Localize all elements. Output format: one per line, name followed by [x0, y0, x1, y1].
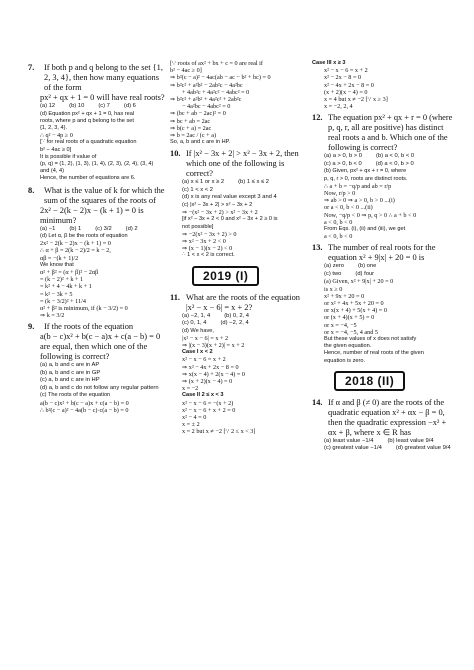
q8-sol-line: (d) Let α, β be the roots of equation: [40, 233, 128, 240]
q11-sol-line: Case II 2 ≤ x < 3: [182, 392, 224, 399]
q13-sol-line: or x(x + 4) + 5(x + 4) = 0: [324, 307, 387, 315]
q11-sol-cont-line: x² − 2x − 8 = 0: [324, 74, 362, 82]
q10-sol-line: [if x² − 3x + 2 < 0 and x² − 3x + 2 ≥ 0 is: [182, 216, 278, 223]
q9-sol-cont-line: [∵ roots of ax² + bx + c = 0 are real if: [170, 60, 263, 67]
q8-sol-line: = k² − 3k + 5: [40, 290, 73, 298]
q10-sol-line: ∴ 1 < x < 2 is correct.: [182, 252, 235, 259]
q9-sol-cont-line: − 4a²bc − 4abc² = 0: [182, 103, 231, 111]
q11-options: (a) −2, 1, 4 (b) 0, 2, 4 (c) 0, 1, 4 (d) −2, 2, 4: [182, 312, 250, 327]
question-7: 7. If both p and q belong to the set {1, 2, 3, 4}, then how many equations of the form: [28, 63, 163, 92]
q8-sol-line: αβ = −(k + 1)/2: [40, 254, 79, 262]
q8-equation: 2x² − 2(k − 2)x − (k + 1) = 0 is minimum?: [40, 205, 144, 225]
q9-sol-line: a(b − c)x² + b(c − a)x + c(a − b) = 0: [40, 399, 129, 407]
q9-sol-cont-line: So, a, b and c are in HP.: [170, 139, 231, 146]
q7-sol-line: It is possible if value of: [40, 153, 97, 160]
q9-sol-cont-line: ⇒ b = 2ac / (c + a): [170, 132, 217, 140]
q9-options: (a) a, b and c are in AP (b) a, b and c are in GP (c) a, b and c are in HP (d) a, b and c do not follow any regular pattern: [40, 362, 159, 391]
question-13: 13. The number of real roots for the equation x² + 9|x| + 20 = 0 is: [312, 243, 436, 263]
q10-options: (a) x ≤ 1 or x ≥ 2 (b) 1 ≤ x ≤ 2 (c) 1 < x < 2 (d) x is any real value except 3 and 4: [182, 179, 277, 201]
column-1: [28, 60, 168, 414]
column-3: [312, 60, 454, 453]
question-8: 8. What is the value of k for which the sum of the squares of the roots of: [28, 185, 165, 205]
q10-sol-line: not possible]: [182, 223, 214, 230]
q13-sol-line: or x = −4, −5, 4 and 5: [324, 328, 378, 336]
q8-sol-line: = (k − 2)² + k + 1: [40, 276, 84, 284]
q12-sol-line: a < 0, b < 0: [324, 218, 353, 226]
q10-sol-line: ⇒ −(x² − 3x + 2) > x² − 3x + 2: [182, 209, 258, 217]
column-2: [170, 60, 310, 436]
q8-sol-line: We know that: [40, 261, 74, 268]
q7-sol-line: roots, where p and q belong to the set: [40, 117, 134, 124]
q12-sol-line: Now, −q/p < 0 ⇒ p, q > 0 ∴ a + b < 0: [324, 211, 417, 219]
q8-sol-line: = (k − 3/2)² + 11/4: [40, 297, 86, 305]
q13-sol-line: or x = −4, −5: [324, 321, 357, 329]
q11-sol-line: x = −2: [182, 385, 199, 393]
q12-options: (a) a > 0, b > 0 (b) a < 0, b < 0 (c) a > 0, b < 0 (d) a < 0, b > 0: [324, 153, 415, 167]
q13-sol-line: or (x + 4)(x + 5) = 0: [324, 314, 375, 322]
q11-sol-line: |x² − x − 6| = x + 2: [182, 334, 229, 342]
q8-sol-line: = k² + 4 − 4k + k + 1: [40, 283, 92, 291]
q13-sol-line: (a) Given, x² + 9|x| + 20 = 0: [324, 278, 394, 286]
q9-sol-cont-line: + 4ab²c + 4a²c² − 4abc² = 0: [182, 88, 250, 96]
q9-sol-line: (c) The roots of the equation: [40, 392, 111, 399]
q12-sol-line: a < 0, b < 0: [324, 233, 353, 241]
q7-sol-line: Hence, the number of equations are 6.: [40, 175, 136, 182]
q11-sol-line: ⇒ x(x − 4) + 2(x − 4) = 0: [182, 370, 245, 378]
question-14: 14. If α and β (≠ 0) are the roots of the quadratic equation x² + αx − β = 0, then the quadratic expression −x² + αx + β, where x ∈ R has: [312, 397, 447, 437]
q10-sol-line: (c) |x² − 3x + 2| > x² − 3x + 2: [182, 201, 253, 208]
q11-sol-line: ⇒ x² − 4x + 2x − 8 = 0: [182, 363, 239, 371]
q11-sol-cont-line: x² − 4x + 2x − 8 = 0: [324, 81, 374, 89]
q10-sol-line: ⇒ −2(x² − 3x + 2) > 0: [182, 230, 237, 238]
q9-sol-cont-line: ⇒ b²c² + a²b² + 4a²c² + 2ab²c: [170, 96, 242, 104]
question-12: 12. The equation px² + qx + r = 0 (where p, q, r, all are positive) has distinct real roots a and b. Which one of the following is correct?: [312, 113, 453, 153]
q7-sol-line: and (4, 4): [40, 168, 64, 175]
q11-sol-line: x² − x − 6 = −(x + 2): [182, 399, 234, 407]
q9-sol-cont-line: ⇒ (bc + ab − 2ac)² = 0: [170, 110, 226, 118]
q8-options: (a) −1 (b) 1 (c) 3/2 (d) 2: [40, 225, 138, 232]
q7-options: (a) 12 (b) 10 (c) 7 (d) 6: [40, 103, 136, 109]
q11-sol-line: x = ± 2: [182, 421, 200, 429]
q11-sol-line: x² − x − 6 + x + 2 = 0: [182, 406, 236, 414]
q7-sol-line: {1, 2, 3, 4}.: [40, 124, 68, 131]
year-badge-2018-ii: 2018 (II): [334, 371, 405, 391]
q7-equation: px² + qx + 1 = 0 will have real roots?: [40, 93, 165, 102]
q10-sol-line: ⇒ (x − 1)(x − 2) < 0: [182, 245, 233, 253]
q7-sol-line: ∴ q² − 4p ≥ 0: [40, 132, 73, 140]
q13-sol-line: Hence, number of real roots of the given: [324, 350, 424, 357]
question-10: 10. If |x² − 3x + 2| > x² − 3x + 2, then which one of the following is correct?: [170, 149, 299, 179]
q11-sol-cont-line: x² − x − 6 = x + 2: [324, 67, 368, 75]
q9-sol-cont-line: ⇒ bc + ab = 2ac: [170, 117, 211, 125]
q12-sol-line: (b) Given, px² + qx + r = 0, where: [324, 168, 407, 175]
q11-sol-line: x² − 4 = 0: [182, 414, 207, 421]
q11-sol-cont-line: (x + 2)(x − 4) = 0: [324, 88, 368, 96]
q9-sol-line: ∴ b²(c − a)² − 4a(b − c)·c(a − b) = 0: [40, 406, 129, 414]
q13-sol-line: x² + 9x + 20 = 0: [324, 292, 365, 300]
q11-sol-cont-line: x = 4 but x ≠ −2 [∵ x ≥ 3]: [324, 96, 388, 104]
year-badge-2019-i: 2019 (I): [192, 266, 259, 286]
q11-sol-cont-line: x = −2, 2, 4: [324, 103, 353, 111]
q8-sol-line: ∴ α + β = 2(k − 2)/2 = k − 2,: [40, 247, 111, 255]
q11-sol-line: x = 2 but x ≠ −2 [∵ 2 ≤ x < 3]: [182, 428, 256, 436]
q12-sol-line: or a < 0, b < 0 ...(ii): [324, 204, 373, 212]
question-11: 11. What are the roots of the equation |x² − x − 6| = x + 2?: [170, 292, 300, 312]
q10-sol-line: ⇒ x² − 3x + 2 < 0: [182, 237, 226, 245]
q7-sol-line: [∵ for real roots of a quadratic equation: [40, 139, 137, 146]
q14-options: (a) least value −1/4 (b) least value 9/4 (c) greatest value −1/4 (d) greatest value 9/4: [324, 437, 451, 452]
q8-sol-line: α² + β² is minimum, if (k − 3/2) = 0: [40, 305, 128, 313]
q9-sol-cont-line: ⇒ b²c² + a²b² − 2ab²c − 4a²bc: [170, 81, 243, 89]
q12-sol-line: ⇒ ab > 0 ⇒ a > 0, b > 0 ...(i): [324, 197, 395, 205]
q8-sol-line: α² + β² = (α + β)² − 2αβ: [40, 269, 99, 277]
q9-equation: a(b − c)x² + b(c − a)x + c(a − b) = 0 are equal, then which one of the following is correct?: [40, 332, 161, 362]
q13-sol-line: But these values of x does not satisfy: [324, 336, 417, 343]
q12-sol-line: p, q, r > 0, roots are distinct roots.: [324, 175, 408, 182]
q8-sol-line: 2x² − 2(k − 2)x − (k + 1) = 0: [40, 240, 111, 248]
q11-sol-line: Case I x < 2: [182, 349, 213, 356]
q7-sol-line: (p, q) = (1, 2), (1, 3), (1, 4), (2, 3), (2, 4), (3, 4): [40, 160, 154, 167]
q13-sol-line: or x² + 4x + 5x + 20 = 0: [324, 300, 384, 308]
q13-sol-line: the given equation.: [324, 343, 372, 350]
q12-sol-line: ∴ a + b = −q/p and ab = r/p: [324, 182, 392, 190]
q11-sol-line: (d) We have,: [182, 327, 214, 334]
q9-sol-cont-line: ⇒ b²(c − a)² − 4ac(ab − ac − b² + bc) = 0: [170, 74, 271, 82]
question-9: 9. If the roots of the equation: [28, 322, 134, 332]
q11-sol-cont-line: Case III x ≥ 3: [312, 60, 346, 66]
q7-sol-line: b² − 4ac ≥ 0]: [40, 146, 72, 153]
q12-sol-line: Now, r/p > 0: [324, 190, 356, 198]
q9-sol-cont-line: ⇒ b(c + a) = 2ac: [170, 124, 212, 132]
q8-sol-line: ⇒ k = 3/2: [40, 312, 65, 320]
q11-sol-line: x² − x − 6 = x + 2: [182, 356, 226, 364]
q9-sol-cont-line: b² − 4ac ≥ 0]: [170, 67, 202, 75]
q13-sol-line: is x ≥ 0: [324, 285, 343, 293]
q12-sol-line: From Eqs. (i), (ii) and (iii), we get: [324, 226, 406, 233]
q11-sol-line: ⇒ |(x − 3)(x + 2)| = x + 2: [182, 341, 245, 349]
q13-options: (a) zero (b) one (c) two (d) four: [324, 263, 377, 277]
q7-sol-line: (d) Equation px² + qx + 1 = 0, has real: [40, 110, 135, 117]
q11-sol-line: ⇒ (x + 2)(x − 4) = 0: [182, 377, 233, 385]
q13-sol-line: equation is zero.: [324, 357, 366, 364]
